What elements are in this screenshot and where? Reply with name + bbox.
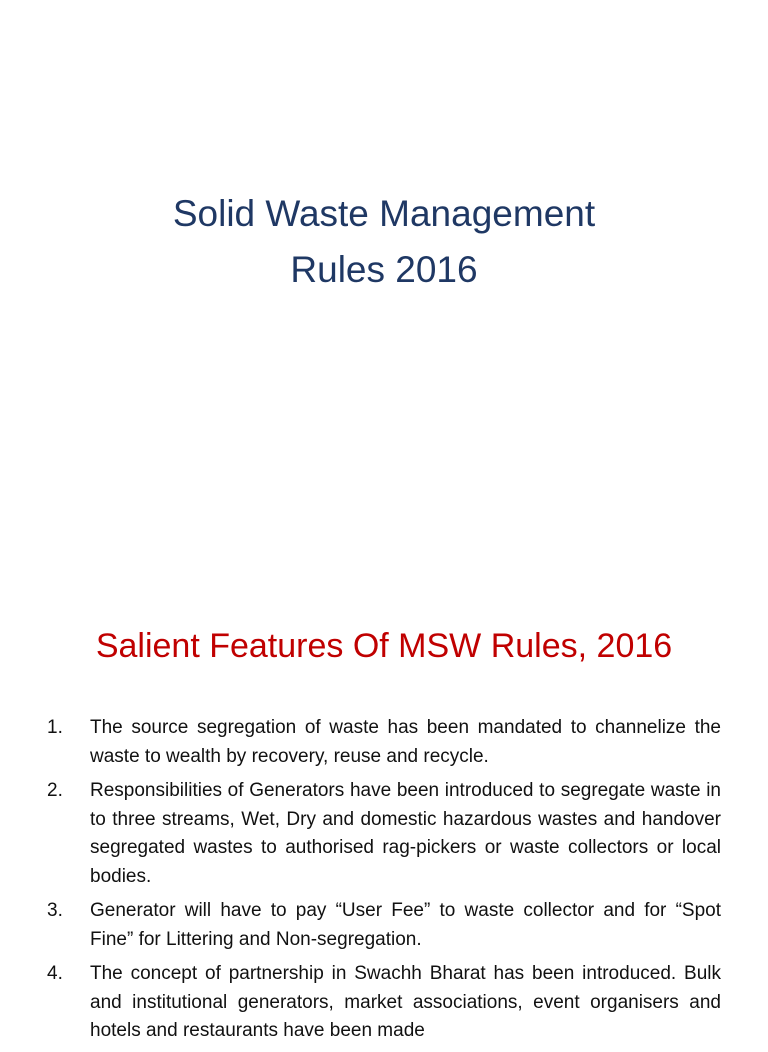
slide-title-line-2: Rules 2016 (290, 249, 478, 290)
features-slide (0, 576, 768, 1041)
list-item (47, 960, 721, 1046)
list-item-text: Generator will have to pay “User Fee” to waste collector and for “Spot Fine” for Littering and Non-segregation. (90, 900, 721, 950)
list-item-text: The source segregation of waste has been mandated to channelize the waste to wealth by recovery, reuse and recycle. (90, 717, 721, 767)
list-item (47, 897, 721, 954)
list-item-number: 2. (47, 780, 63, 801)
list-item (47, 714, 721, 771)
list-item-text: The concept of partnership in Swachh Bharat has been introduced. Bulk and institutional generators, market associations, event organisers and hotels and restaurants have been made (90, 963, 721, 1041)
list-item (47, 777, 721, 891)
slide-title-line-1: Solid Waste Management (172, 193, 596, 234)
list-item-number: 3. (47, 900, 63, 921)
list-item-number: 4. (47, 963, 63, 984)
features-title: Salient Features Of MSW Rules, 2016 (95, 627, 673, 665)
list-item-text: Responsibilities of Generators have been introduced to segregate waste in to three streams, Wet, Dry and domestic hazardous wastes and handover segregated wastes to authorised rag-pickers or waste collectors or local bodies. (90, 780, 721, 887)
list-item-number: 1. (47, 717, 63, 738)
features-list (47, 714, 721, 1052)
